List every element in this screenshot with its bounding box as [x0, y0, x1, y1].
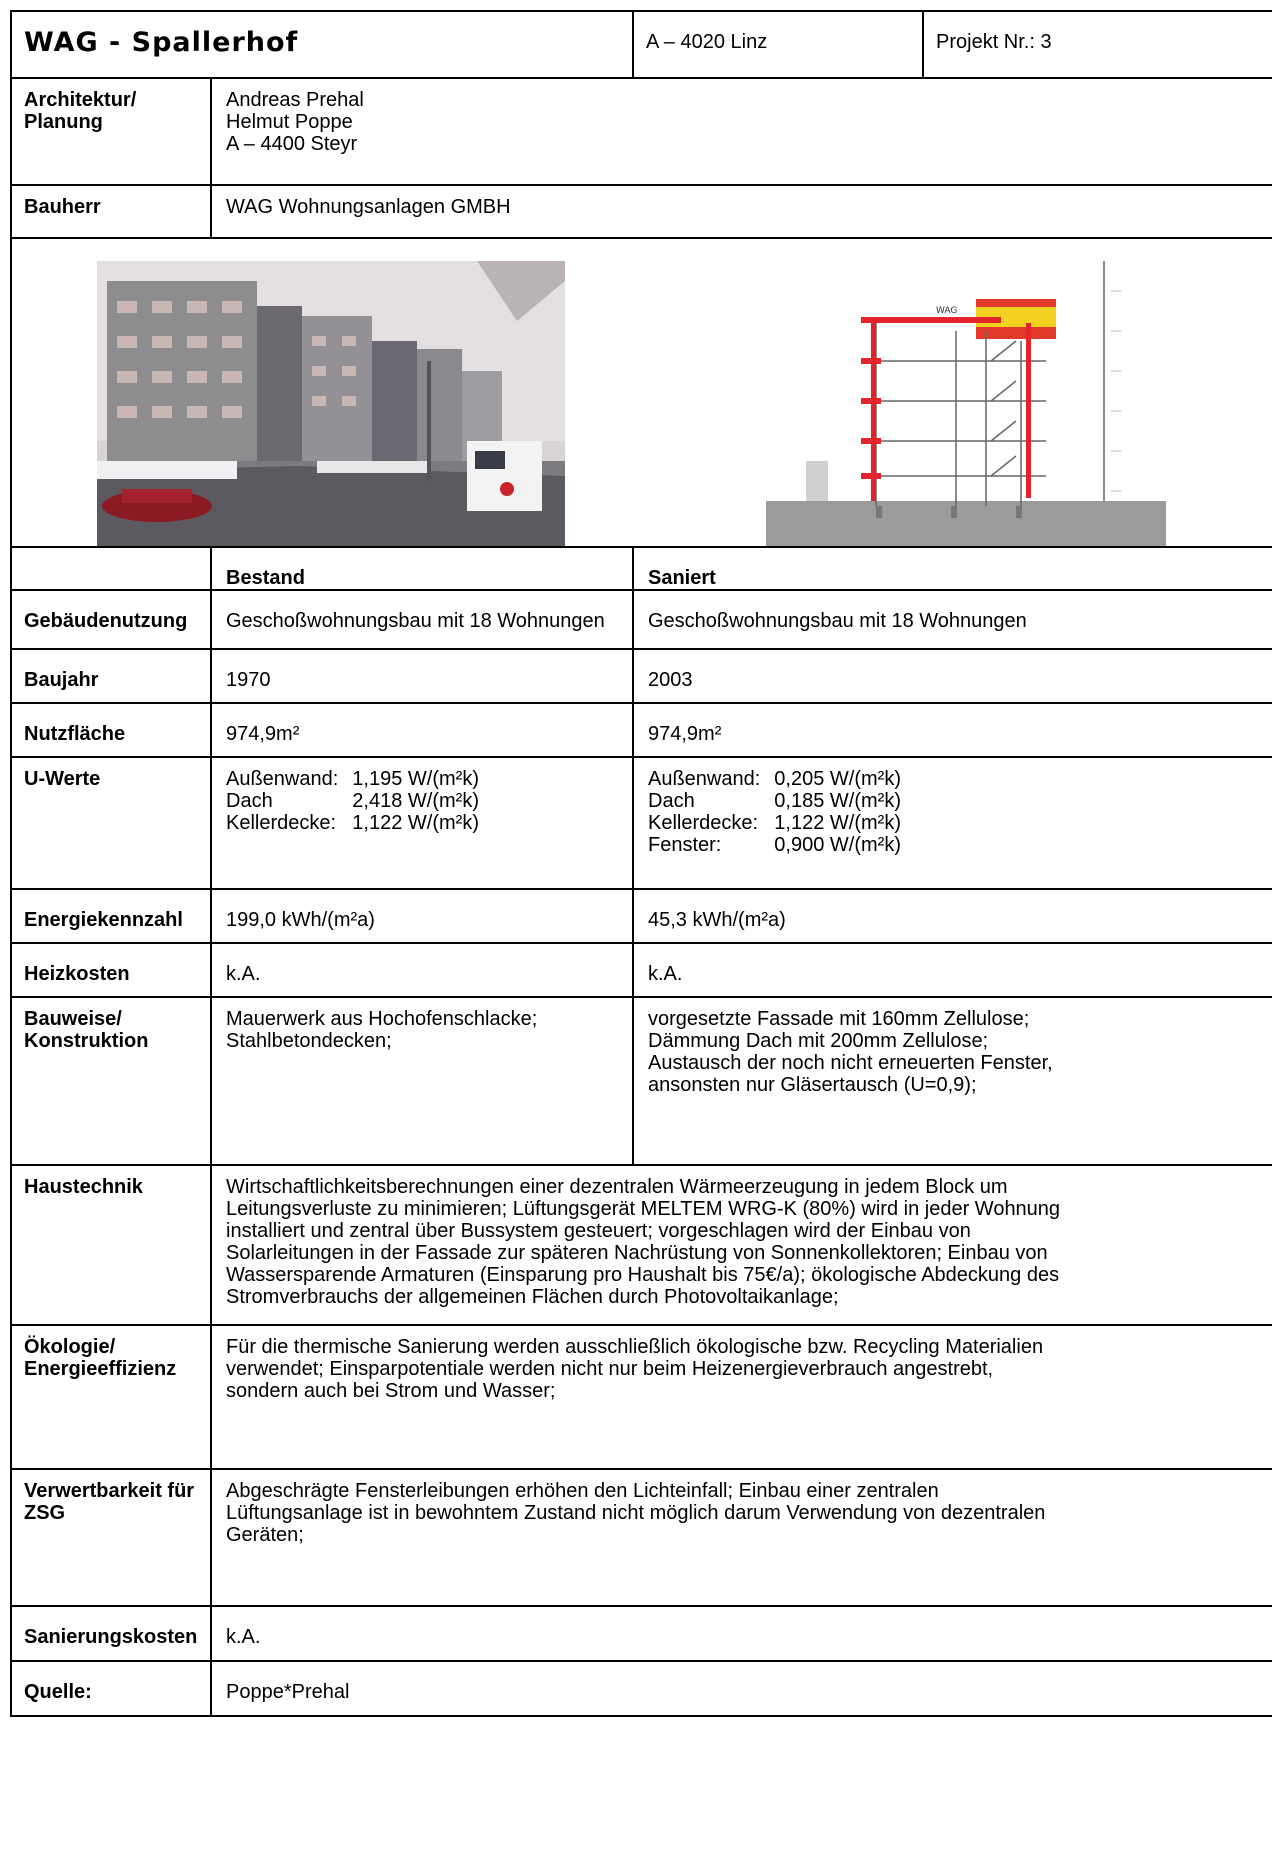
haustechnik-value: [211, 1165, 1272, 1325]
quelle-value: Poppe*Prehal: [211, 1661, 1272, 1716]
location-cell: [633, 11, 923, 78]
section-logo-text: WAG: [936, 306, 958, 316]
bauweise-saniert-line: ansonsten nur Gläsertausch (U=0,9);: [648, 1074, 977, 1096]
architect-address: A – 4400 Steyr: [226, 133, 358, 155]
column-header-row: [11, 547, 1272, 590]
title-row: [11, 11, 1272, 78]
uwert-value: 0,185 W/(m²k): [774, 790, 901, 812]
heizkosten-label: Heizkosten: [11, 943, 211, 997]
architektur-label: [11, 78, 211, 185]
nutzung-label: Gebäudenutzung: [11, 590, 211, 649]
verwertbarkeit-line: Abgeschrägte Fensterleibungen erhöhen den Lichteinfall; Einbau einer zentralen: [226, 1480, 939, 1502]
bestand-header: Bestand: [211, 547, 633, 590]
project-title-cell: [11, 11, 633, 78]
project-location: A – 4020 Linz: [646, 31, 768, 53]
uwert-row: [226, 790, 479, 812]
uwert-row: [226, 812, 479, 834]
haustechnik-row: [11, 1165, 1272, 1325]
kosten-value: k.A.: [211, 1606, 1272, 1661]
verwertbarkeit-label: [11, 1469, 211, 1606]
energie-label: Energiekennzahl: [11, 889, 211, 943]
bauweise-saniert-line: Dämmung Dach mit 200mm Zellulose;: [648, 1030, 989, 1052]
heizkosten-row: [11, 943, 1272, 997]
baujahr-row: [11, 649, 1272, 703]
uwert-row: [226, 768, 479, 790]
baujahr-saniert: 2003: [633, 649, 1272, 703]
nutzung-bestand: Geschoßwohnungsbau mit 18 Wohnungen: [211, 590, 633, 649]
verwertbarkeit-label-line2: ZSG: [24, 1502, 66, 1524]
uwert-value: 2,418 W/(m²k): [352, 790, 479, 812]
haustechnik-line: Solarleitungen in der Fassade zur späteren Nachrüstung von Sonnenkollektoren; Einbau von: [226, 1242, 1048, 1264]
verwertbarkeit-label-line1: Verwertbarkeit für: [24, 1480, 195, 1502]
bauweise-label-line1: Bauweise/: [24, 1008, 122, 1030]
oekologie-label-line1: Ökologie/: [24, 1336, 116, 1358]
uwerte-saniert-list: [648, 768, 901, 856]
uwert-value: 0,900 W/(m²k): [774, 834, 901, 856]
uwert-row: [648, 790, 901, 812]
oekologie-line: Für die thermische Sanierung werden ausschließlich ökologische bzw. Recycling Materialien: [226, 1336, 1044, 1358]
bauweise-bestand-line: Mauerwerk aus Hochofenschlacke;: [226, 1008, 538, 1030]
images-cell: [11, 238, 1272, 547]
haustechnik-line: Wassersparende Armaturen (Einsparung pro Haushalt bis 75€/a); ökologische Abdeckung des: [226, 1264, 1060, 1286]
nutzflaeche-label: Nutzfläche: [11, 703, 211, 757]
uwert-key: Kellerdecke:: [226, 812, 337, 834]
uwert-value: 1,122 W/(m²k): [352, 812, 479, 834]
uwerte-row: [11, 757, 1272, 889]
oekologie-value: [211, 1325, 1272, 1469]
uwerte-bestand-list: [226, 768, 479, 834]
oekologie-label-line2: Energieeffizienz: [24, 1358, 177, 1380]
kosten-label: Sanierungskosten: [11, 1606, 211, 1661]
heizkosten-saniert: k.A.: [633, 943, 1272, 997]
uwert-key: Dach: [648, 790, 695, 812]
bauweise-row: [11, 997, 1272, 1165]
oekologie-label: [11, 1325, 211, 1469]
haustechnik-line: Leitungsverluste zu minimieren; Lüftungsgerät MELTEM WRG-K (80%) wird in jeder Wohnung: [226, 1198, 1061, 1220]
project-sheet: [10, 10, 1272, 1717]
oekologie-row: [11, 1325, 1272, 1469]
uwert-key: Außenwand:: [648, 768, 761, 790]
energie-bestand: 199,0 kWh/(m²a): [211, 889, 633, 943]
architektur-label-line2: Planung: [24, 111, 103, 133]
architect-name-1: Andreas Prehal: [226, 89, 364, 111]
energie-row: [11, 889, 1272, 943]
verwertbarkeit-row: [11, 1469, 1272, 1606]
haustechnik-line: Wirtschaftlichkeitsberechnungen einer dezentralen Wärmeerzeugung in jedem Block um: [226, 1176, 1008, 1198]
project-title: WAG - Spallerhof: [24, 27, 299, 58]
uwerte-saniert: [633, 757, 1272, 889]
verwertbarkeit-line: Lüftungsanlage ist in bewohntem Zustand nicht möglich darum Verwendung von dezentralen: [226, 1502, 1046, 1524]
verwertbarkeit-line: Geräten;: [226, 1524, 304, 1546]
uwert-value: 1,195 W/(m²k): [352, 768, 479, 790]
bauherr-row: [11, 185, 1272, 238]
uwerte-label: U-Werte: [11, 757, 211, 889]
bauweise-saniert-line: Austausch der noch nicht erneuerten Fenster,: [648, 1052, 1053, 1074]
nutzflaeche-row: [11, 703, 1272, 757]
baujahr-bestand: 1970: [211, 649, 633, 703]
uwert-key: Dach: [226, 790, 273, 812]
nutzung-row: [11, 590, 1272, 649]
uwert-value: 0,205 W/(m²k): [774, 768, 901, 790]
uwerte-bestand: [211, 757, 633, 889]
bauweise-saniert-line: vorgesetzte Fassade mit 160mm Zellulose;: [648, 1008, 1030, 1030]
bauweise-label: [11, 997, 211, 1165]
bauweise-saniert: [633, 997, 1272, 1165]
oekologie-line: verwendet; Einsparpotentiale werden nicht nur beim Heizenergieverbrauch angestrebt,: [226, 1358, 994, 1380]
quelle-row: [11, 1661, 1272, 1716]
bauweise-label-line2: Konstruktion: [24, 1030, 149, 1052]
energie-saniert: 45,3 kWh/(m²a): [633, 889, 1272, 943]
haustechnik-line: Stromverbrauchs der allgemeinen Flächen durch Photovoltaikanlage;: [226, 1286, 839, 1308]
haustechnik-line: installiert und zentral über Bussystem gesteuert; vorgeschlagen wird der Einbau von: [226, 1220, 971, 1242]
architektur-row: [11, 78, 1272, 185]
uwert-row: [648, 834, 901, 856]
building-photo: [97, 261, 565, 547]
haustechnik-label: Haustechnik: [11, 1165, 211, 1325]
section-drawing: [766, 261, 1184, 547]
baujahr-label: Baujahr: [11, 649, 211, 703]
uwert-key: Kellerdecke:: [648, 812, 759, 834]
bauweise-bestand: [211, 997, 633, 1165]
uwert-row: [648, 812, 901, 834]
empty-header-cell: [11, 547, 211, 590]
verwertbarkeit-value: [211, 1469, 1272, 1606]
uwert-key: Außenwand:: [226, 768, 339, 790]
bauherr-value: WAG Wohnungsanlagen GMBH: [211, 185, 1272, 238]
nutzflaeche-saniert: 974,9m²: [633, 703, 1272, 757]
quelle-label: Quelle:: [11, 1661, 211, 1716]
uwert-value: 1,122 W/(m²k): [774, 812, 901, 834]
nutzflaeche-bestand: 974,9m²: [211, 703, 633, 757]
project-table: [10, 10, 1272, 1717]
saniert-header: Saniert: [633, 547, 1272, 590]
architektur-value: [211, 78, 1272, 185]
architektur-label-line1: Architektur/: [24, 89, 137, 111]
uwert-key: Fenster:: [648, 834, 722, 856]
nutzung-saniert: Geschoßwohnungsbau mit 18 Wohnungen: [633, 590, 1272, 649]
images-row: [11, 238, 1272, 547]
bauweise-bestand-line: Stahlbetondecken;: [226, 1030, 392, 1052]
architect-name-2: Helmut Poppe: [226, 111, 353, 133]
kosten-row: [11, 1606, 1272, 1661]
project-number-cell: [923, 11, 1272, 78]
bauherr-label: Bauherr: [11, 185, 211, 238]
oekologie-line: sondern auch bei Strom und Wasser;: [226, 1380, 556, 1402]
uwert-row: [648, 768, 901, 790]
project-number: Projekt Nr.: 3: [936, 31, 1052, 53]
heizkosten-bestand: k.A.: [211, 943, 633, 997]
